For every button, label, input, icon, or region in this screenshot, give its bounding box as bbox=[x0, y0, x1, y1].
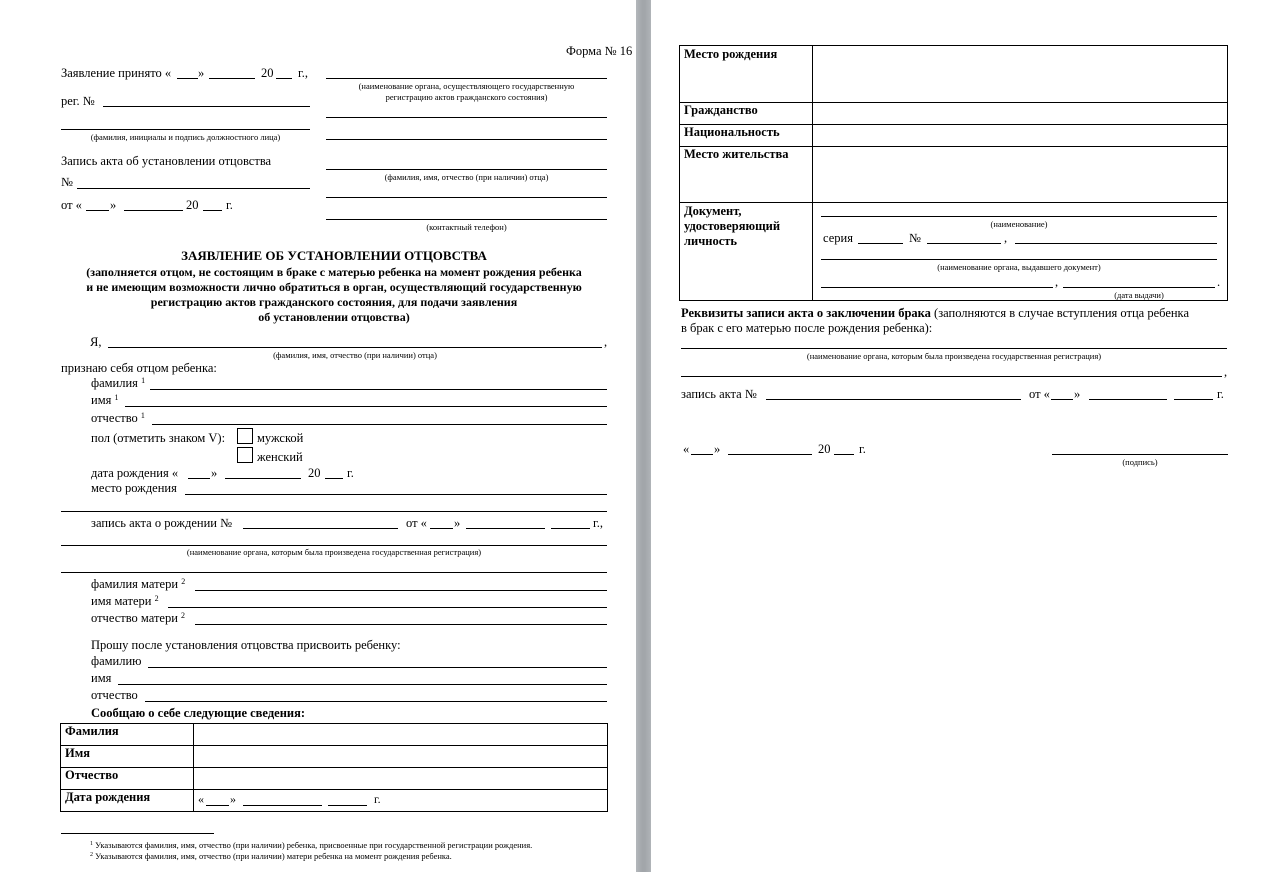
child-name-field[interactable] bbox=[125, 406, 607, 407]
accepted-day-field[interactable] bbox=[177, 78, 198, 79]
document-page-left bbox=[0, 0, 636, 872]
birth-registry-organ-field[interactable] bbox=[61, 545, 607, 546]
sign-suffix: г. bbox=[859, 442, 866, 456]
birth-registry-organ-field-2[interactable] bbox=[61, 572, 607, 573]
id-document-label-2: удостоверяющий bbox=[684, 219, 781, 233]
record-year-label: 20 bbox=[186, 198, 199, 212]
assign-patronymic-field[interactable] bbox=[145, 701, 607, 702]
marriage-title-line2: в брак с его матерью после рождения ребенка): bbox=[681, 321, 933, 335]
dob-prefix: дата рождения « bbox=[91, 466, 179, 480]
self-name-label: Имя bbox=[61, 746, 194, 768]
document-title: ЗАЯВЛЕНИЕ ОБ УСТАНОВЛЕНИИ ОТЦОВСТВА bbox=[181, 248, 487, 263]
official-signature-field[interactable] bbox=[61, 129, 310, 130]
organ-caption-1: (наименование органа, осуществляющего государственную bbox=[358, 81, 575, 91]
citizenship-field[interactable] bbox=[813, 103, 1228, 125]
i-suffix: , bbox=[604, 335, 608, 349]
footnote-ref: 1 bbox=[141, 376, 146, 385]
self-info-table bbox=[60, 723, 608, 812]
sign-date-mid: » bbox=[714, 442, 721, 456]
reg-label: рег. № bbox=[61, 94, 95, 108]
self-dob-month-field[interactable] bbox=[243, 805, 322, 806]
child-patronymic-label bbox=[91, 411, 145, 425]
birth-record-label: запись акта о рождении № bbox=[91, 516, 233, 530]
footnote-ref: 2 bbox=[181, 611, 186, 620]
registry-organ-line-2[interactable] bbox=[326, 117, 607, 118]
father-extra-field[interactable] bbox=[326, 197, 607, 198]
record-year-suffix: г. bbox=[226, 198, 233, 212]
accepted-month-field[interactable] bbox=[209, 78, 255, 79]
table-row bbox=[680, 103, 1228, 125]
self-patronymic-field[interactable] bbox=[194, 768, 608, 790]
table-row bbox=[61, 724, 608, 746]
nationality-field[interactable] bbox=[813, 125, 1228, 147]
id-number-field[interactable] bbox=[927, 243, 1001, 244]
table-row bbox=[61, 746, 608, 768]
record-month-field[interactable] bbox=[124, 210, 183, 211]
signature-field[interactable] bbox=[1052, 454, 1228, 455]
self-dob-suffix: г. bbox=[374, 792, 381, 806]
dob-suffix: г. bbox=[347, 466, 354, 480]
birth-record-month-field[interactable] bbox=[466, 528, 545, 529]
id-issuer-field[interactable] bbox=[821, 259, 1217, 260]
marriage-year-field[interactable] bbox=[1174, 399, 1213, 400]
footnote-2 bbox=[90, 851, 452, 861]
sign-year-field[interactable] bbox=[834, 454, 854, 455]
child-dob-month-field[interactable] bbox=[225, 478, 301, 479]
record-from-mid: » bbox=[110, 198, 117, 212]
father-caption: (фамилия, имя, отчество (при наличии) отца) bbox=[384, 172, 549, 182]
accepted-year-suffix: г., bbox=[298, 66, 308, 80]
page-divider bbox=[636, 0, 651, 872]
footnote-2-text: Указываются фамилия, имя, отчество (при наличии) матери ребенка на момент рождения ребенка. bbox=[95, 851, 452, 861]
sex-male-checkbox[interactable] bbox=[237, 428, 253, 444]
assign-name-field[interactable] bbox=[118, 684, 607, 685]
birth-record-year-field[interactable] bbox=[551, 528, 590, 529]
mother-patronymic-label bbox=[91, 611, 185, 625]
mother-name-label bbox=[91, 594, 159, 608]
table-row bbox=[61, 768, 608, 790]
child-patronymic-text: отчество bbox=[91, 411, 138, 425]
birthplace-field-2[interactable] bbox=[61, 511, 607, 512]
footnote-ref: 2 bbox=[154, 594, 159, 603]
title-sub-2: и не имеющим возможности лично обратиться в орган, осуществляющий государственную bbox=[86, 280, 582, 294]
accepted-year-field[interactable] bbox=[276, 78, 292, 79]
self-name-field[interactable] bbox=[194, 746, 608, 768]
id-document-name-field[interactable] bbox=[821, 216, 1217, 217]
reg-number-field[interactable] bbox=[103, 106, 310, 107]
number-label: № bbox=[909, 231, 921, 245]
id-issue-date-caption: (дата выдачи) bbox=[1114, 290, 1164, 300]
record-day-field[interactable] bbox=[86, 210, 109, 211]
id-document-label bbox=[680, 203, 813, 301]
id-document-name-caption: (наименование) bbox=[990, 219, 1048, 229]
record-from-prefix: от « bbox=[61, 198, 82, 212]
marriage-record-label: запись акта № bbox=[681, 387, 757, 401]
footnote-1 bbox=[90, 840, 532, 850]
accepted-prefix: Заявление принято « bbox=[61, 66, 172, 80]
applicant-caption: (фамилия, имя, отчество (при наличии) отца) bbox=[273, 350, 437, 360]
mother-name-text: имя матери bbox=[91, 594, 152, 608]
record-year-field[interactable] bbox=[203, 210, 222, 211]
footnote-1-text: Указываются фамилия, имя, отчество (при наличии) ребенка, присвоенные при государственной регистрации рождения. bbox=[95, 840, 533, 850]
mother-patronymic-field[interactable] bbox=[195, 624, 607, 625]
marriage-comma: , bbox=[1224, 365, 1228, 379]
birthplace-row-field[interactable] bbox=[813, 46, 1228, 103]
marriage-month-field[interactable] bbox=[1089, 399, 1167, 400]
birthplace-row-label: Место рождения bbox=[680, 46, 813, 103]
applicant-name-field[interactable] bbox=[108, 347, 602, 348]
self-surname-field[interactable] bbox=[194, 724, 608, 746]
self-dob-cell bbox=[194, 790, 608, 812]
marriage-organ-field-2[interactable] bbox=[681, 376, 1222, 377]
footnote-2-mark: 2 bbox=[90, 852, 93, 858]
self-dob-day-field[interactable] bbox=[206, 805, 229, 806]
child-surname-text: фамилия bbox=[91, 376, 138, 390]
sex-label: пол (отметить знаком V): bbox=[91, 431, 226, 445]
birth-record-number-field[interactable] bbox=[243, 528, 398, 529]
marriage-record-number-field[interactable] bbox=[766, 399, 1021, 400]
table-row bbox=[680, 125, 1228, 147]
accepted-mid: » bbox=[198, 66, 205, 80]
footnote-ref: 1 bbox=[114, 393, 119, 402]
footnote-ref: 1 bbox=[140, 411, 145, 420]
table-row bbox=[680, 147, 1228, 203]
child-name-label bbox=[91, 393, 118, 407]
self-dob-year-field[interactable] bbox=[328, 805, 367, 806]
sex-female-label: женский bbox=[257, 450, 303, 464]
phone-caption: (контактный телефон) bbox=[426, 222, 507, 232]
title-sub-3: регистрацию актов гражданского состояния, для подачи заявления bbox=[150, 295, 518, 309]
self-dob-prefix: « bbox=[198, 792, 204, 806]
father-name-field[interactable] bbox=[326, 169, 607, 170]
id-extra-field[interactable] bbox=[1015, 243, 1217, 244]
nationality-label: Национальность bbox=[680, 125, 813, 147]
about-self: Сообщаю о себе следующие сведения: bbox=[91, 706, 306, 720]
id-series-field[interactable] bbox=[858, 243, 903, 244]
citizenship-label: Гражданство bbox=[680, 103, 813, 125]
birth-record-mid: » bbox=[454, 516, 461, 530]
footnote-ref: 2 bbox=[181, 577, 186, 586]
sign-year-label: 20 bbox=[818, 442, 831, 456]
id-issuer-caption: (наименование органа, выдавшего документ) bbox=[937, 262, 1101, 272]
assign-request: Прошу после установления отцовства присвоить ребенку: bbox=[91, 638, 401, 652]
self-dob-mid: » bbox=[230, 792, 236, 806]
form-number: Форма № 16 bbox=[566, 44, 633, 58]
assign-patronymic-label: отчество bbox=[91, 688, 138, 702]
i-label: Я, bbox=[90, 335, 102, 349]
assign-surname-field[interactable] bbox=[148, 667, 607, 668]
title-sub-1: (заполняется отцом, не состоящим в браке с матерью ребенка на момент рождения ребенка bbox=[86, 265, 582, 279]
child-surname-label bbox=[91, 376, 145, 390]
marriage-title bbox=[681, 306, 1189, 320]
organ-caption-2: регистрацию актов гражданского состояния) bbox=[385, 92, 548, 102]
sign-day-field[interactable] bbox=[691, 454, 713, 455]
assign-name-label: имя bbox=[91, 671, 112, 685]
registry-organ-field[interactable] bbox=[326, 78, 607, 79]
personal-info-table bbox=[679, 45, 1228, 301]
marriage-title-bold: Реквизиты записи акта о заключении брака bbox=[681, 306, 931, 320]
sex-male-label: мужской bbox=[257, 431, 304, 445]
marriage-suffix: г. bbox=[1217, 387, 1224, 401]
record-title: Запись акта об установлении отцовства bbox=[61, 154, 272, 168]
title-sub-4: об установлении отцовства) bbox=[258, 310, 410, 324]
accepted-year-label: 20 bbox=[261, 66, 274, 80]
dob-mid: » bbox=[211, 466, 218, 480]
issuer-comma: , bbox=[1055, 275, 1059, 289]
sign-date-prefix: « bbox=[683, 442, 690, 456]
birth-record-day-field[interactable] bbox=[430, 528, 453, 529]
birth-record-from: от « bbox=[406, 516, 427, 530]
table-row bbox=[680, 46, 1228, 103]
child-surname-field[interactable] bbox=[150, 389, 607, 390]
marriage-organ-caption: (наименование органа, которым была произведена государственная регистрация) bbox=[806, 351, 1102, 361]
residence-label: Место жительства bbox=[680, 147, 813, 203]
sign-month-field[interactable] bbox=[728, 454, 812, 455]
sex-female-checkbox[interactable] bbox=[237, 447, 253, 463]
mother-surname-field[interactable] bbox=[195, 590, 607, 591]
official-caption: (фамилия, инициалы и подпись должностного лица) bbox=[90, 132, 281, 142]
record-number-field[interactable] bbox=[77, 188, 310, 189]
mother-surname-label bbox=[91, 577, 185, 591]
birthplace-field[interactable] bbox=[185, 494, 607, 495]
dob-year-label: 20 bbox=[308, 466, 321, 480]
birthplace-label: место рождения bbox=[91, 481, 177, 495]
id-issue-date-field[interactable] bbox=[1063, 287, 1215, 288]
table-row bbox=[680, 203, 1228, 301]
child-dob-year-field[interactable] bbox=[325, 478, 343, 479]
registry-organ-line-3[interactable] bbox=[326, 139, 607, 140]
footnote-separator bbox=[61, 833, 214, 834]
id-document-cell bbox=[813, 203, 1228, 301]
issue-period: . bbox=[1217, 275, 1221, 289]
self-patronymic-label: Отчество bbox=[61, 768, 194, 790]
recognize-text: признаю себя отцом ребенка: bbox=[61, 361, 217, 375]
child-name-text: имя bbox=[91, 393, 112, 407]
marriage-from-mid: » bbox=[1074, 387, 1081, 401]
residence-field[interactable] bbox=[813, 147, 1228, 203]
birth-organ-caption: (наименование органа, которым была произведена государственная регистрация) bbox=[186, 547, 482, 557]
series-label: серия bbox=[823, 231, 853, 245]
mother-patronymic-text: отчество матери bbox=[91, 611, 178, 625]
signature-caption: (подпись) bbox=[1122, 457, 1158, 467]
marriage-day-field[interactable] bbox=[1051, 399, 1073, 400]
marriage-from-prefix: от « bbox=[1029, 387, 1050, 401]
id-document-label-3: личность bbox=[684, 234, 738, 248]
marriage-title-rest: (заполняются в случае вступления отца ребенка bbox=[930, 306, 1189, 320]
table-row bbox=[61, 790, 608, 812]
phone-field[interactable] bbox=[326, 219, 607, 220]
self-surname-label: Фамилия bbox=[61, 724, 194, 746]
assign-surname-label: фамилию bbox=[91, 654, 142, 668]
series-comma: , bbox=[1004, 231, 1008, 245]
self-dob-label: Дата рождения bbox=[61, 790, 194, 812]
record-no-label: № bbox=[61, 175, 73, 189]
footnote-1-mark: 1 bbox=[90, 841, 93, 847]
mother-name-field[interactable] bbox=[168, 607, 607, 608]
id-document-label-1: Документ, bbox=[684, 204, 742, 218]
marriage-organ-field[interactable] bbox=[681, 348, 1227, 349]
child-patronymic-field[interactable] bbox=[152, 424, 607, 425]
id-issuer-field-2[interactable] bbox=[821, 287, 1053, 288]
mother-surname-text: фамилия матери bbox=[91, 577, 179, 591]
birth-record-suffix: г., bbox=[593, 516, 603, 530]
child-dob-day-field[interactable] bbox=[188, 478, 210, 479]
document-page-right bbox=[651, 0, 1287, 872]
